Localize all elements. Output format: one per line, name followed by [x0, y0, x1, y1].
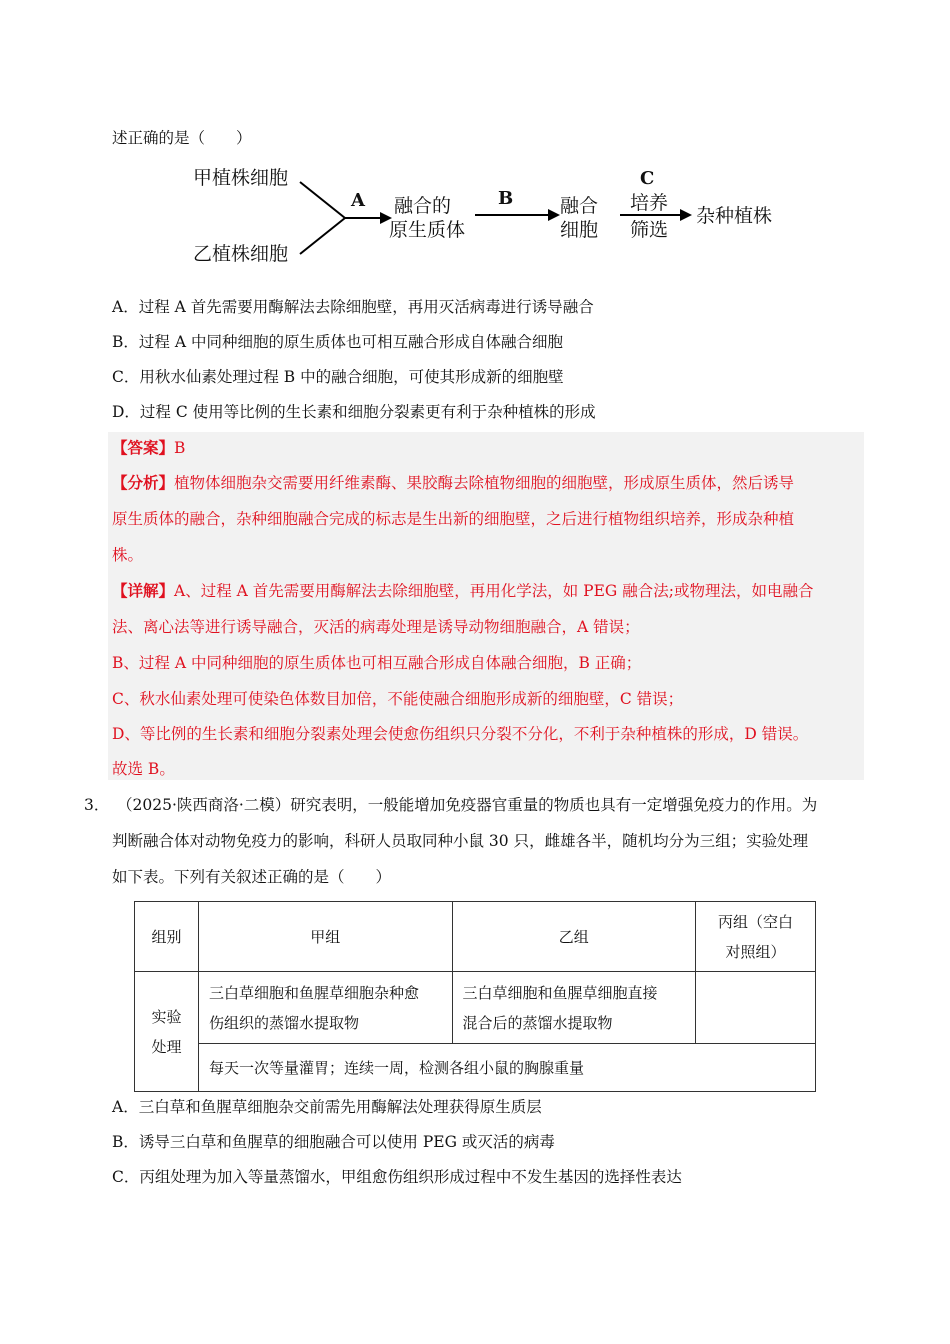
table-header-row	[135, 902, 816, 972]
detail-line-1	[112, 581, 813, 601]
experiment-table	[134, 901, 816, 1092]
diagram-selection: 筛选	[630, 219, 669, 241]
q3-number: 3．	[84, 796, 110, 814]
header-bing-line-1: 丙组（空白	[718, 912, 794, 931]
analysis-text-1: 植物体细胞杂交需要用纤维素酶、果胶酶去除植物细胞的细胞壁，形成原生质体，然后诱导	[174, 474, 795, 492]
cell-jia-treatment	[198, 972, 452, 1044]
analysis-line-3: 株。	[112, 546, 144, 564]
yi-line-2: 混合后的蒸馏水提取物	[462, 1013, 613, 1032]
diagram-cell-a: 甲植株细胞	[193, 167, 289, 189]
row-label-line-1: 实验	[151, 1007, 182, 1026]
q3-stem-line-1: （2025·陕西商洛·二模）研究表明，一般能增加免疫器官重量的物质也具有一定增强免疫力的作用。为	[117, 796, 818, 814]
diagram-fused-2: 细胞	[560, 219, 599, 241]
header-jia: 甲组	[198, 902, 452, 972]
diagram-fused-1: 融合	[560, 195, 599, 217]
diagram-result: 杂种植株	[696, 205, 773, 227]
answer-line	[112, 438, 185, 458]
header-yi: 乙组	[452, 902, 696, 972]
detail-line-3: B、过程 A 中同种细胞的原生质体也可相互融合形成自体融合细胞，B 正确；	[112, 654, 642, 672]
header-group: 组别	[135, 902, 199, 972]
diagram-step-a: A	[351, 190, 365, 211]
q3-stem-line-2: 判断融合体对动物免疫力的影响，科研人员取同种小鼠 30 只，雌雄各半，随机均分为三组；实验处理	[112, 832, 809, 850]
table-row	[135, 1044, 816, 1092]
row-label-treatment	[135, 972, 199, 1092]
detail-text-1: A、过程 A 首先需要用酶解法去除细胞壁，再用化学法，如 PEG 融合法;或物理法，如电融合	[174, 582, 814, 600]
jia-line-1: 三白草细胞和鱼腥草细胞杂种愈	[208, 983, 419, 1002]
q3-stem-line-3: 如下表。下列有关叙述正确的是（ ）	[112, 868, 392, 886]
detail-line-4: C、秋水仙素处理可使染色体数目加倍，不能使融合细胞形成新的细胞壁，C 错误；	[112, 690, 684, 708]
header-bing	[696, 902, 816, 972]
question-stem-continuation: 述正确的是（ ）	[112, 129, 252, 147]
q3-option-b: B．诱导三白草和鱼腥草的细胞融合可以使用 PEG 或灭活的病毒	[112, 1133, 555, 1151]
detail-line-2: 法、离心法等进行诱导融合，灭活的病毒处理是诱导动物细胞融合，A 错误；	[112, 618, 640, 636]
detail-line-5: D、等比例的生长素和细胞分裂素处理会使愈伤组织只分裂不分化，不利于杂种植株的形成，D 错误。	[112, 725, 809, 743]
diagram-cell-b: 乙植株细胞	[193, 243, 289, 265]
cell-common-procedure: 每天一次等量灌胃；连续一周，检测各组小鼠的胸腺重量	[198, 1044, 815, 1092]
table-row	[135, 972, 816, 1044]
q3-option-c: C．丙组处理为加入等量蒸馏水，甲组愈伤组织形成过程中不发生基因的选择性表达	[112, 1168, 682, 1186]
detail-tag: 【详解】	[112, 581, 175, 600]
diagram-step-b: B	[498, 188, 514, 209]
fusion-process-diagram	[180, 160, 820, 270]
diagram-protoplast-2: 原生质体	[389, 219, 466, 241]
diagram-step-c: C	[640, 168, 655, 189]
analysis-tag: 【分析】	[112, 473, 175, 492]
option-a: A．过程 A 首先需要用酶解法去除细胞壁，再用灭活病毒进行诱导融合	[112, 298, 594, 316]
option-d: D．过程 C 使用等比例的生长素和细胞分裂素更有利于杂种植株的形成	[112, 403, 596, 421]
header-bing-line-2: 对照组）	[725, 942, 786, 961]
option-b: B．过程 A 中同种细胞的原生质体也可相互融合形成自体融合细胞	[112, 333, 563, 351]
jia-line-2: 伤组织的蒸馏水提取物	[208, 1013, 359, 1032]
detail-line-6: 故选 B。	[112, 760, 175, 778]
yi-line-1: 三白草细胞和鱼腥草细胞直接	[462, 983, 658, 1002]
row-label-line-2: 处理	[151, 1037, 182, 1056]
option-c: C．用秋水仙素处理过程 B 中的融合细胞，可使其形成新的细胞壁	[112, 368, 564, 386]
answer-value: B	[174, 439, 186, 457]
q3-option-a: A．三白草和鱼腥草细胞杂交前需先用酶解法处理获得原生质层	[112, 1098, 542, 1116]
analysis-line-2: 原生质体的融合，杂种细胞融合完成的标志是生出新的细胞壁，之后进行植物组织培养，形成杂种植	[112, 510, 795, 528]
answer-tag: 【答案】	[112, 438, 175, 457]
cell-bing-treatment	[696, 972, 816, 1044]
cell-yi-treatment	[452, 972, 696, 1044]
diagram-protoplast-1: 融合的	[394, 195, 452, 217]
diagram-culture: 培养	[630, 192, 669, 214]
analysis-line-1	[112, 473, 794, 493]
